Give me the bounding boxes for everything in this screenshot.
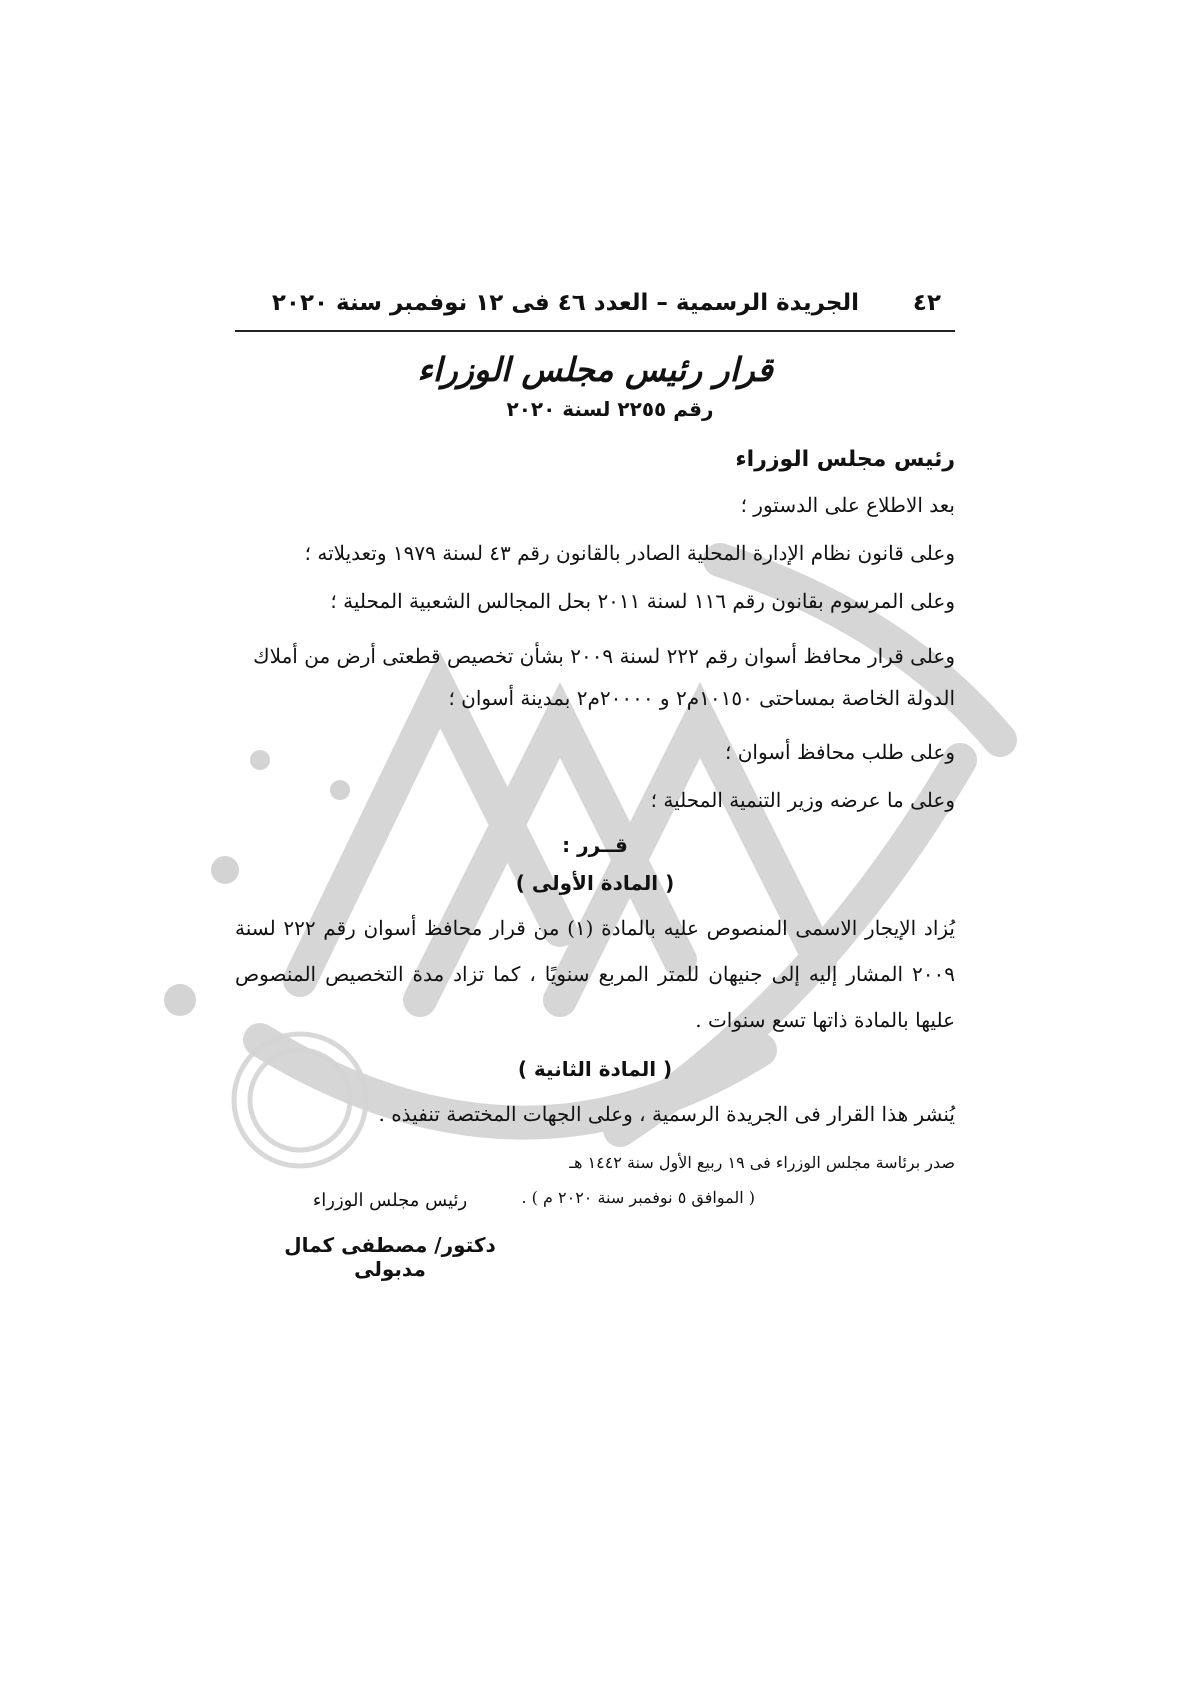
signatory-role: رئيس مجلس الوزراء bbox=[312, 1190, 468, 1211]
signatory-name: دكتور/ مصطفى كمال مدبولى bbox=[284, 1233, 496, 1281]
decree-issuer: رئيس مجلس الوزراء bbox=[735, 447, 955, 472]
issued-statement: صدر برئاسة مجلس الوزراء فى ١٩ ربيع الأول سنة ١٤٤٢ هـ bbox=[569, 1153, 955, 1172]
preamble-item: وعلى قرار محافظ أسوان رقم ٢٢٢ لسنة ٢٠٠٩ بشأن تخصيص قطعتى أرض من أملاك الدولة الخاصة بمساحتى ١٠١٥٠م٢ و ٢٠٠٠٠م٢ بمدينة أسوان ؛ bbox=[253, 644, 955, 710]
corresponding-date: ( الموافق ٥ نوفمبر سنة ٢٠٢٠ م ) . bbox=[521, 1188, 755, 1207]
signature-block bbox=[260, 1190, 520, 1281]
decree-number: رقم ٢٢٥٥ لسنة ٢٠٢٠ bbox=[506, 397, 714, 421]
decided-label: قــرر : bbox=[562, 833, 628, 857]
decree-content bbox=[235, 286, 955, 1207]
preamble-item: بعد الاطلاع على الدستور ؛ bbox=[740, 493, 955, 517]
decree-title: قرار رئيس مجلس الوزراء bbox=[417, 350, 773, 389]
article-text: يُزاد الإيجار الاسمى المنصوص عليه بالمادة (١) من قرار محافظ أسوان رقم ٢٢٢ لسنة ٢٠٠٩ المشار إليه إلى جنيهان للمتر المربع سنويًا ، كما تزاد مدة التخصيص المنصوص عليها بالمادة ذاتها تسع سنوات . bbox=[235, 916, 955, 1032]
page-header bbox=[235, 286, 955, 332]
article-heading: ( المادة الأولى ) bbox=[515, 871, 675, 895]
preamble-item: وعلى طلب محافظ أسوان ؛ bbox=[725, 740, 955, 764]
article-heading: ( المادة الثانية ) bbox=[517, 1057, 673, 1081]
publication-title: الجريدة الرسمية – العدد ٤٦ فى ١٢ نوفمبر سنة ٢٠٢٠ bbox=[271, 290, 859, 316]
article-text: يُنشر هذا القرار فى الجريدة الرسمية ، وعلى الجهات المختصة تنفيذه . bbox=[378, 1102, 955, 1126]
preamble-item: وعلى ما عرضه وزير التنمية المحلية ؛ bbox=[650, 788, 955, 812]
preamble-item: وعلى المرسوم بقانون رقم ١١٦ لسنة ٢٠١١ بحل المجالس الشعبية المحلية ؛ bbox=[330, 589, 955, 613]
preamble-item: وعلى قانون نظام الإدارة المحلية الصادر بالقانون رقم ٤٣ لسنة ١٩٧٩ وتعديلاته ؛ bbox=[304, 541, 955, 565]
page-number: ٤٢ bbox=[912, 290, 941, 316]
